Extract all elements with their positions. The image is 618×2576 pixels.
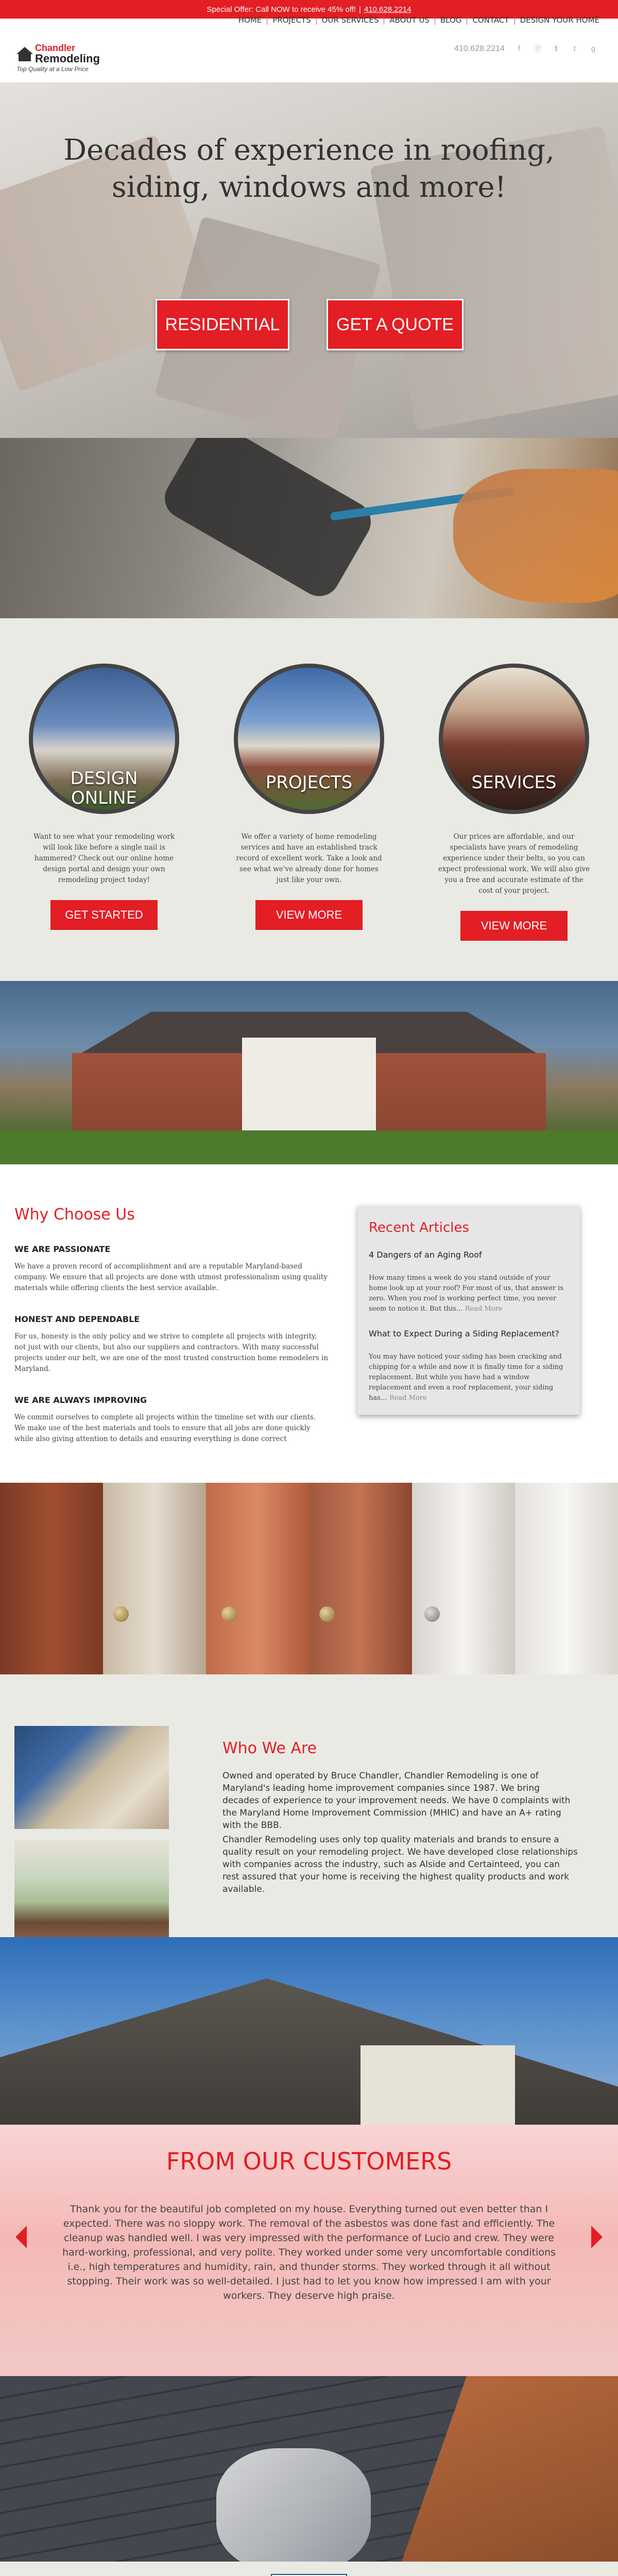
door-panel-6 — [515, 1483, 618, 1674]
view-more-projects-button[interactable]: VIEW MORE — [255, 900, 363, 930]
view-more-services-button[interactable]: VIEW MORE — [460, 911, 568, 941]
promo-phone-link[interactable]: 410.628.2214 — [364, 5, 411, 14]
testimonial-quote: Thank you for the beautiful job completed on my house. Everything turned out even better than I expected. There was no sloppy work. The removal of the asbestos was done fast and efficiently. The cleanup was handled well. I was very impressed with the performance of Lucio and crew. They were hard-working, professional, and very polite. They worked under some very uncomfortable conditions i.e., high temperatures and humidity, rain, and thunder storms. They worked through it all without stopping. Their work was so well-detailed. I just had to let you know how impressed I am with your workers. They deserve high praise. — [62, 2204, 556, 2301]
pinterest-icon[interactable]: Ⓟ — [534, 44, 542, 53]
feature-projects — [221, 664, 397, 930]
door-knob-4 — [424, 1606, 440, 1622]
why-choose-us-title: Why Choose Us — [14, 1206, 135, 1224]
door-panel-5 — [412, 1483, 515, 1674]
why-choose-us-content — [14, 1206, 329, 1445]
header-contact — [454, 44, 597, 54]
feature-services — [426, 664, 602, 941]
lawn-shape — [0, 1130, 618, 1164]
roofer-photo — [0, 438, 618, 618]
windows-interior-photo — [14, 1840, 169, 1943]
nav-home[interactable]: HOME — [238, 15, 262, 25]
who-we-are-paragraph-1: Owned and operated by Bruce Chandler, Chandler Remodeling is one of Maryland's leading home improvement companies since 1987. We bring decades of experience to your improvement needs. We have 0 complaints with the Maryland Home Improvement Commission (MHIC) and have an A+ rating with the BBB. — [222, 1771, 571, 1831]
door-knob-1 — [113, 1606, 129, 1622]
services-label: SERVICES — [471, 772, 557, 793]
article-1-excerpt — [369, 1273, 569, 1314]
nail-gun-shape — [157, 438, 378, 604]
door-panel-3 — [206, 1483, 309, 1674]
promo-separator: | — [358, 5, 361, 14]
why-item-1-heading: WE ARE PASSIONATE — [14, 1244, 111, 1254]
why-item-3-heading: WE ARE ALWAYS IMPROVING — [14, 1395, 147, 1405]
services-text: Our prices are affordable, and our specialists have years of remodeling experience under their belts, so you can expect professional work. We will also give you a free and accurate estimate of the cost of your project. — [438, 833, 590, 895]
door-knob-2 — [221, 1606, 237, 1622]
logo-house-body — [19, 54, 31, 61]
testimonials-title: FROM OUR CUSTOMERS — [166, 2147, 452, 2175]
why-choose-us-section — [0, 1164, 618, 1483]
prev-arrow-icon[interactable] — [15, 2226, 27, 2248]
logo[interactable] — [15, 42, 118, 73]
recent-articles-panel — [357, 1206, 580, 1415]
why-item-2-heading: HONEST AND DEPENDABLE — [14, 1314, 140, 1324]
door-panel-4 — [309, 1483, 412, 1674]
why-item-1-text: We have a proven record of accomplishment and are a reputable Maryland-based company. We ensure that all projects are done with utmost professionalism using quality materials while offering clients the best service available. — [14, 1262, 328, 1292]
worker-arm-shape — [453, 469, 618, 603]
nav-blog[interactable]: BLOG — [435, 15, 467, 25]
tumblr-icon[interactable]: t — [573, 44, 576, 53]
who-we-are-content — [222, 1739, 578, 1895]
gloved-hand-shape — [216, 2448, 371, 2562]
get-started-button[interactable]: GET STARTED — [50, 900, 158, 930]
who-we-are-paragraph-2: Chandler Remodeling uses only top quality materials and brands to ensure a quality result on your remodeling project. We have developed close relationships with companies across the industry, such as Alside and Certainteed, you can rest assured that your home is receiving the highest quality products and work available. — [222, 1835, 578, 1894]
house-portico-shape — [242, 1038, 376, 1130]
design-online-label-line1: DESIGN — [70, 768, 138, 789]
siding-shape — [360, 2045, 515, 2125]
nav-our-services[interactable]: OUR SERVICES — [316, 15, 384, 25]
promo-text: Special Offer: Call NOW to receive 45% off! — [207, 5, 356, 14]
header-phone[interactable]: 410.628.2214 — [454, 44, 505, 53]
testimonials-section — [0, 2125, 618, 2376]
article-2-excerpt-text: You may have noticed your siding has been cracking and chipping for a while and now it is finally time for a siding replacement. But while you have had a window replacement and even a roof replacement, your siding has… — [369, 1353, 563, 1402]
design-online-text: Want to see what your remodeling work will look like before a single nail is hammered? Check out our online home design portal and design your own remodeling project today! — [33, 833, 175, 884]
logo-line2: Remodeling — [35, 52, 100, 65]
main-nav — [233, 15, 605, 25]
article-2-excerpt — [369, 1352, 569, 1403]
logo-house-icon — [16, 47, 33, 54]
next-arrow-icon[interactable] — [591, 2226, 603, 2248]
door-samples-photo — [0, 1483, 618, 1674]
google-plus-icon[interactable]: g — [591, 44, 596, 53]
hero-banner — [0, 82, 618, 438]
get-a-quote-button[interactable]: GET A QUOTE — [327, 299, 464, 350]
door-panel-1 — [0, 1483, 103, 1674]
feature-section — [0, 618, 618, 981]
nav-design-your-home[interactable]: DESIGN YOUR HOME — [514, 15, 605, 25]
twitter-icon[interactable]: 𝐭 — [555, 44, 558, 53]
bbb-accredited-badge[interactable] — [271, 2574, 347, 2576]
house-photo — [0, 981, 618, 1164]
door-panel-2 — [103, 1483, 206, 1674]
site-header — [0, 19, 618, 82]
hero-headline-line2: siding, windows and more! — [111, 171, 507, 204]
design-online-image[interactable] — [29, 664, 179, 814]
residential-button[interactable]: RESIDENTIAL — [156, 299, 289, 350]
roof-photo — [0, 1937, 618, 2125]
feature-design-online — [16, 664, 192, 930]
article-2-read-more-link[interactable]: Read More — [389, 1394, 427, 1402]
recent-articles-title: Recent Articles — [369, 1220, 470, 1235]
nav-projects[interactable]: PROJECTS — [267, 15, 316, 25]
door-knob-3 — [319, 1606, 335, 1622]
design-online-label-line2: ONLINE — [71, 788, 138, 808]
contractor-photo — [14, 1726, 169, 1829]
who-we-are-title: Who We Are — [222, 1739, 317, 1757]
article-1-read-more-link[interactable]: Read More — [465, 1305, 503, 1313]
nav-about-us[interactable]: ABOUT US — [384, 15, 435, 25]
hero-headline — [0, 132, 618, 206]
who-we-are-section — [0, 1674, 618, 1937]
article-1-excerpt-text: How many times a week do you stand outside of your home look up at your roof? For most of us, that answer is zero. When you roof is working perfect time, you never seem to notice it. But this… — [369, 1274, 564, 1313]
article-1-title[interactable]: 4 Dangers of an Aging Roof — [369, 1250, 482, 1260]
projects-label: PROJECTS — [265, 772, 353, 793]
facebook-icon[interactable]: f — [518, 44, 521, 53]
site-footer — [0, 2562, 618, 2576]
hero-headline-line1: Decades of experience in roofing, — [63, 133, 555, 167]
logo-line1: Chandler — [35, 43, 76, 53]
roof-gable-shape — [0, 1978, 618, 2125]
why-item-3-text: We commit ourselves to complete all projects within the timeline set with our clients. We make use of the best materials and tools to ensure that all jobs are done quickly while also giving attention to details and ensuring everything is done correct — [14, 1413, 316, 1443]
shingle-install-photo — [0, 2376, 618, 2562]
why-item-2-text: For us, honesty is the only policy and we strive to complete all projects with integrity, not just with our clients, but also our suppliers and contractors. With many successful projects under our belt, we are one of the most trusted construction home remodelers in Maryland. — [14, 1332, 329, 1373]
projects-image[interactable] — [234, 664, 384, 814]
article-2-title[interactable]: What to Expect During a Siding Replacement? — [369, 1329, 559, 1338]
services-image[interactable] — [439, 664, 589, 814]
nav-contact[interactable]: CONTACT — [467, 15, 514, 25]
projects-text: We offer a variety of home remodeling services and have an established track record of excellent work. Take a look and see what we've already done for homes just like your own. — [236, 833, 382, 884]
logo-tagline: Top Quality at a Low Price — [16, 65, 89, 73]
